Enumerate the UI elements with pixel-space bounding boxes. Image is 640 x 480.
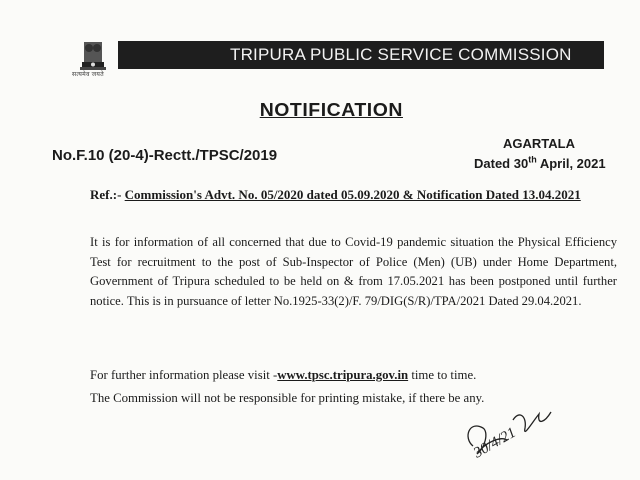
signature-icon: [455, 398, 575, 468]
website-link[interactable]: www.tpsc.tripura.gov.in: [277, 368, 409, 382]
info-line: [90, 368, 476, 383]
reference-text: Commission's Advt. No. 05/2020 dated 05.09.2020 & Notification Dated 13.04.2021: [124, 187, 581, 202]
disclaimer: The Commission will not be responsible for printing mistake, if there be any.: [90, 391, 485, 405]
emblem-caption: सत्यमेव जयते: [72, 72, 104, 78]
reference-line: [90, 187, 581, 203]
info-prefix: For further information please visit -: [90, 368, 278, 382]
notification-body: [90, 233, 617, 311]
file-reference-number: No.F.10 (20-4)-Rectt./TPSC/2019: [52, 147, 278, 164]
reference-label: Ref.:-: [90, 187, 125, 202]
info-suffix: time to time.: [408, 368, 477, 382]
date-suffix: April, 2021: [536, 156, 606, 171]
signature-date: 30/4/21: [471, 424, 519, 462]
notification-title: [0, 100, 640, 121]
date: [474, 156, 606, 171]
date-ordinal: th: [528, 154, 537, 165]
notification-title-text: NOTIFICATION: [259, 100, 403, 120]
date-prefix: Dated 30: [474, 156, 529, 171]
place: AGARTALA: [503, 136, 575, 151]
body-paragraph: It is for information of all concerned that due to Covid-19 pandemic situation the Physical Efficiency Test for recruitment to the post of Sub-Inspector of Police (Men) (UB) under Home Department, Government of Tripura scheduled to be held on & from 17.05.2021 has been postponed until further notice. This is in pursuance of letter No.1925-33(2)/F. 79/DIG(S/R)/TPA/2021 Dated 29.04.2021.: [90, 235, 617, 308]
organization-header: TRIPURA PUBLIC SERVICE COMMISSION: [118, 41, 604, 69]
